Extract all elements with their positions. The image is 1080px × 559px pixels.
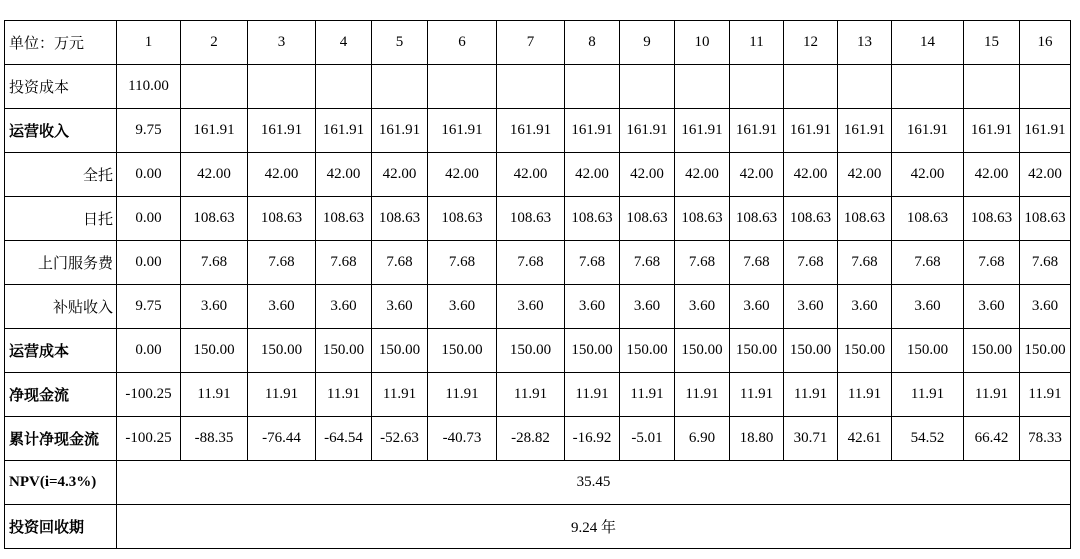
table-cell: 161.91: [428, 109, 497, 153]
table-cell: 3.60: [730, 285, 784, 329]
summary-row: [5, 461, 1071, 505]
table-row: [5, 109, 1071, 153]
table-row: [5, 329, 1071, 373]
year-header: 15: [964, 21, 1020, 65]
table-cell: 150.00: [497, 329, 565, 373]
table-cell: [1020, 65, 1071, 109]
table-cell: 108.63: [181, 197, 248, 241]
table-cell: 54.52: [892, 417, 964, 461]
table-cell: 3.60: [964, 285, 1020, 329]
table-cell: 3.60: [1020, 285, 1071, 329]
summary-value: 9.24 年: [117, 505, 1071, 549]
row-label: 上门服务费: [5, 241, 117, 285]
table-cell: 161.91: [181, 109, 248, 153]
table-cell: 3.60: [784, 285, 838, 329]
table-cell: 42.00: [181, 153, 248, 197]
table-cell: 161.91: [372, 109, 428, 153]
table-cell: 11.91: [964, 373, 1020, 417]
table-cell: 0.00: [117, 153, 181, 197]
table-cell: 150.00: [964, 329, 1020, 373]
table-cell: 150.00: [372, 329, 428, 373]
table-cell: 108.63: [428, 197, 497, 241]
table-cell: 108.63: [964, 197, 1020, 241]
table-cell: 3.60: [892, 285, 964, 329]
table-cell: 7.68: [372, 241, 428, 285]
table-cell: 3.60: [248, 285, 316, 329]
summary-label: NPV(i=4.3%): [5, 461, 117, 505]
table-cell: 108.63: [372, 197, 428, 241]
table-cell: 9.75: [117, 109, 181, 153]
table-cell: -52.63: [372, 417, 428, 461]
summary-value: 35.45: [117, 461, 1071, 505]
table-cell: -100.25: [117, 417, 181, 461]
table-cell: 150.00: [1020, 329, 1071, 373]
table-cell: 11.91: [838, 373, 892, 417]
year-header: 13: [838, 21, 892, 65]
year-header: 11: [730, 21, 784, 65]
table-cell: 150.00: [248, 329, 316, 373]
table-cell: 42.00: [248, 153, 316, 197]
table-cell: 3.60: [497, 285, 565, 329]
year-header: 12: [784, 21, 838, 65]
table-cell: 78.33: [1020, 417, 1071, 461]
table-cell: 7.68: [428, 241, 497, 285]
table-cell: 108.63: [784, 197, 838, 241]
table-cell: 3.60: [181, 285, 248, 329]
table-cell: 6.90: [675, 417, 730, 461]
table-body: [5, 21, 1071, 549]
table-cell: 42.61: [838, 417, 892, 461]
table-cell: -64.54: [316, 417, 372, 461]
table-cell: 7.68: [248, 241, 316, 285]
table-cell: 42.00: [565, 153, 620, 197]
table-cell: 161.91: [730, 109, 784, 153]
table-cell: 161.91: [838, 109, 892, 153]
table-cell: [428, 65, 497, 109]
table-cell: 3.60: [372, 285, 428, 329]
table-cell: 150.00: [316, 329, 372, 373]
table-cell: -100.25: [117, 373, 181, 417]
table-cell: 7.68: [620, 241, 675, 285]
table-row: [5, 241, 1071, 285]
table-row: [5, 65, 1071, 109]
table-cell: 11.91: [181, 373, 248, 417]
table-cell: 3.60: [428, 285, 497, 329]
year-header: 9: [620, 21, 675, 65]
table-cell: 161.91: [964, 109, 1020, 153]
year-header: 4: [316, 21, 372, 65]
table-cell: 108.63: [316, 197, 372, 241]
table-cell: 110.00: [117, 65, 181, 109]
table-row: [5, 373, 1071, 417]
table-cell: [675, 65, 730, 109]
table-cell: 7.68: [730, 241, 784, 285]
table-cell: 150.00: [620, 329, 675, 373]
table-cell: 3.60: [838, 285, 892, 329]
table-cell: [497, 65, 565, 109]
table-cell: 42.00: [730, 153, 784, 197]
table-cell: 150.00: [428, 329, 497, 373]
table-row: [5, 285, 1071, 329]
table-cell: 42.00: [892, 153, 964, 197]
table-cell: [565, 65, 620, 109]
table-cell: 11.91: [248, 373, 316, 417]
year-header: 7: [497, 21, 565, 65]
table-cell: 150.00: [838, 329, 892, 373]
table-cell: 42.00: [316, 153, 372, 197]
table-cell: 7.68: [565, 241, 620, 285]
table-cell: 66.42: [964, 417, 1020, 461]
table-cell: 7.68: [316, 241, 372, 285]
table-cell: 11.91: [784, 373, 838, 417]
table-cell: 7.68: [1020, 241, 1071, 285]
table-cell: 108.63: [248, 197, 316, 241]
table-cell: 42.00: [838, 153, 892, 197]
table-cell: 108.63: [565, 197, 620, 241]
table-cell: -16.92: [565, 417, 620, 461]
table-cell: 150.00: [892, 329, 964, 373]
table-cell: 3.60: [316, 285, 372, 329]
table-cell: 108.63: [838, 197, 892, 241]
table-cell: [730, 65, 784, 109]
table-cell: 0.00: [117, 329, 181, 373]
year-header: 14: [892, 21, 964, 65]
table-cell: 108.63: [1020, 197, 1071, 241]
table-cell: 42.00: [675, 153, 730, 197]
year-header: 2: [181, 21, 248, 65]
table-cell: 150.00: [181, 329, 248, 373]
table-cell: 3.60: [565, 285, 620, 329]
row-label: 日托: [5, 197, 117, 241]
table-cell: 161.91: [892, 109, 964, 153]
table-cell: 161.91: [620, 109, 675, 153]
table-cell: 11.91: [565, 373, 620, 417]
table-cell: [838, 65, 892, 109]
table-cell: 11.91: [730, 373, 784, 417]
table-cell: 11.91: [675, 373, 730, 417]
table-cell: -88.35: [181, 417, 248, 461]
year-header: 1: [117, 21, 181, 65]
table-cell: 161.91: [497, 109, 565, 153]
table-cell: 7.68: [838, 241, 892, 285]
year-header: 16: [1020, 21, 1071, 65]
table-row: [5, 417, 1071, 461]
table-cell: 42.00: [497, 153, 565, 197]
row-label: 补贴收入: [5, 285, 117, 329]
table-cell: 11.91: [620, 373, 675, 417]
row-label: 累计净现金流: [5, 417, 117, 461]
table-cell: 7.68: [181, 241, 248, 285]
table-cell: 0.00: [117, 197, 181, 241]
table-cell: 11.91: [428, 373, 497, 417]
table-cell: 108.63: [620, 197, 675, 241]
table-cell: 108.63: [675, 197, 730, 241]
table-cell: [181, 65, 248, 109]
table-cell: 11.91: [1020, 373, 1071, 417]
table-cell: 108.63: [892, 197, 964, 241]
table-cell: 108.63: [497, 197, 565, 241]
table-cell: 42.00: [1020, 153, 1071, 197]
summary-row: [5, 505, 1071, 549]
table-cell: [892, 65, 964, 109]
table-cell: [316, 65, 372, 109]
table-cell: 0.00: [117, 241, 181, 285]
cash-flow-table: [4, 20, 1071, 549]
row-label: 投资成本: [5, 65, 117, 109]
table-cell: 11.91: [497, 373, 565, 417]
table-cell: 42.00: [964, 153, 1020, 197]
table-cell: -28.82: [497, 417, 565, 461]
year-header: 3: [248, 21, 316, 65]
table-cell: -40.73: [428, 417, 497, 461]
table-cell: 9.75: [117, 285, 181, 329]
table-cell: 150.00: [675, 329, 730, 373]
table-cell: -5.01: [620, 417, 675, 461]
table-cell: 7.68: [892, 241, 964, 285]
table-cell: [620, 65, 675, 109]
row-label: 运营收入: [5, 109, 117, 153]
table-cell: 11.91: [316, 373, 372, 417]
table-cell: 150.00: [784, 329, 838, 373]
table-cell: 3.60: [620, 285, 675, 329]
table-cell: 18.80: [730, 417, 784, 461]
table-cell: 7.68: [675, 241, 730, 285]
table-cell: [784, 65, 838, 109]
year-header: 5: [372, 21, 428, 65]
table-cell: 11.91: [892, 373, 964, 417]
table-cell: 7.68: [964, 241, 1020, 285]
table-cell: [964, 65, 1020, 109]
table-cell: 161.91: [316, 109, 372, 153]
table-cell: 42.00: [620, 153, 675, 197]
table-cell: 161.91: [565, 109, 620, 153]
table-cell: 161.91: [675, 109, 730, 153]
year-header: 10: [675, 21, 730, 65]
table-cell: [372, 65, 428, 109]
table-cell: 150.00: [730, 329, 784, 373]
table-cell: 11.91: [372, 373, 428, 417]
unit-label: 单位：万元: [5, 21, 117, 65]
table-cell: 161.91: [1020, 109, 1071, 153]
table-cell: 7.68: [784, 241, 838, 285]
table-cell: 161.91: [248, 109, 316, 153]
table-cell: 42.00: [784, 153, 838, 197]
year-header: 8: [565, 21, 620, 65]
table-cell: 7.68: [497, 241, 565, 285]
row-label: 净现金流: [5, 373, 117, 417]
table-cell: 150.00: [565, 329, 620, 373]
table-cell: 42.00: [372, 153, 428, 197]
header-row: [5, 21, 1071, 65]
table-cell: [248, 65, 316, 109]
summary-label: 投资回收期: [5, 505, 117, 549]
table-cell: 42.00: [428, 153, 497, 197]
table-cell: 161.91: [784, 109, 838, 153]
table-row: [5, 153, 1071, 197]
row-label: 全托: [5, 153, 117, 197]
table-row: [5, 197, 1071, 241]
table-cell: -76.44: [248, 417, 316, 461]
table-cell: 108.63: [730, 197, 784, 241]
year-header: 6: [428, 21, 497, 65]
row-label: 运营成本: [5, 329, 117, 373]
table-cell: 3.60: [675, 285, 730, 329]
table-cell: 30.71: [784, 417, 838, 461]
